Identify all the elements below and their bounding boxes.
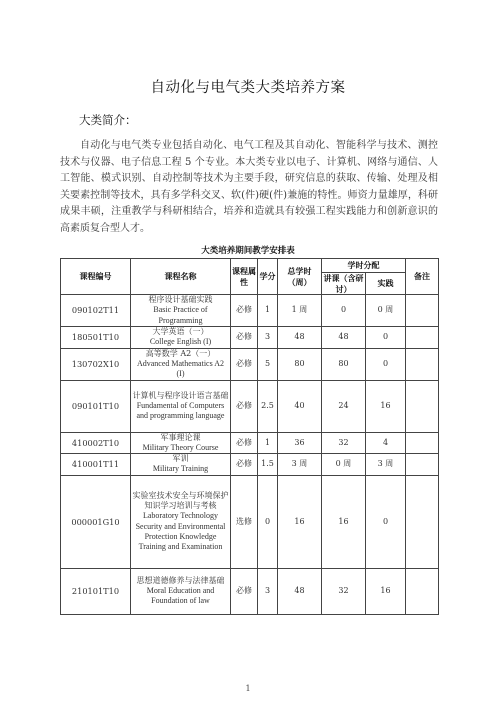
credit-cell: 5 <box>258 348 278 380</box>
course-code-cell: 130702X10 <box>61 348 131 380</box>
document-title: 自动化与电气类大类培养方案 <box>150 80 346 96</box>
course-name-cell <box>131 380 231 432</box>
intro-heading: 大类简介： <box>79 113 137 127</box>
table-row <box>61 380 439 432</box>
total-hours-cell: 48 <box>278 568 322 614</box>
table-caption: 大类培养期间教学安排表 <box>201 246 295 256</box>
course-code-cell: 210101T10 <box>61 568 131 614</box>
course-name-cell <box>131 475 231 568</box>
course-name-en: Advanced Mathematics A2 (I) <box>136 358 225 379</box>
remark-cell <box>406 432 439 454</box>
page-number: 1 <box>245 684 251 693</box>
lecture-hours-cell: 24 <box>322 380 366 432</box>
credit-cell: 2.5 <box>258 380 278 432</box>
course-name-cell <box>131 432 231 454</box>
header-practice: 实践 <box>366 273 406 295</box>
course-name-zh: 实验室技术安全与环境保护知识学习培训与考核 <box>132 490 229 511</box>
header-lecture: 讲课（含研讨） <box>323 273 364 294</box>
remark-cell <box>406 295 439 327</box>
remark-cell <box>406 380 439 432</box>
course-name-en: Fundamental of Computers and programming language <box>136 400 225 421</box>
total-hours-cell: 48 <box>278 327 322 349</box>
course-name-zh: 大学英语（一） <box>152 327 209 336</box>
practice-hours-cell: 0 <box>366 327 406 349</box>
course-code-cell: 000001G10 <box>61 475 131 568</box>
header-course-attr: 课程属性 <box>231 259 258 295</box>
practice-hours-cell: 4 <box>366 432 406 454</box>
credit-cell: 0 <box>258 475 278 568</box>
remark-cell <box>406 475 439 568</box>
course-name-cell <box>131 454 231 476</box>
remark-cell <box>406 568 439 614</box>
total-hours-cell: 1 周 <box>278 295 322 327</box>
total-hours-cell: 36 <box>278 432 322 454</box>
total-hours-cell: 40 <box>278 380 322 432</box>
course-name-zh: 计算机与程序设计语言基础 <box>132 390 229 400</box>
table-row <box>61 327 439 349</box>
lecture-hours-cell: 32 <box>322 568 366 614</box>
course-name-zh: 程序设计基础实践 <box>148 295 213 305</box>
total-hours-cell: 3 周 <box>278 454 322 476</box>
lecture-hours-cell: 16 <box>322 475 366 568</box>
lecture-hours-cell: 48 <box>322 327 366 349</box>
course-name-en: Moral Education and Foundation of law <box>146 586 215 606</box>
practice-hours-cell: 0 <box>366 475 406 568</box>
total-hours-cell: 16 <box>278 475 322 568</box>
course-name-cell <box>131 348 231 380</box>
course-name-zh: 思想道德修养与法律基础 <box>136 575 225 585</box>
course-name-en: Military Theory Course <box>142 442 219 452</box>
course-name-en: College English (I) <box>149 337 212 347</box>
practice-hours-cell: 0 周 <box>366 295 406 327</box>
lecture-hours-cell: 32 <box>322 432 366 454</box>
course-code-cell: 090102T11 <box>61 295 131 327</box>
header-credit: 学分 <box>258 259 278 295</box>
course-code-cell: 090101T10 <box>61 380 131 432</box>
header-remark: 备注 <box>406 259 439 295</box>
table-row <box>61 348 439 380</box>
course-name-zh: 军事理论课 <box>160 432 201 442</box>
course-attr-cell: 必修 <box>231 327 258 349</box>
remark-cell <box>406 327 439 349</box>
course-attr-cell: 必修 <box>231 432 258 454</box>
header-hour-distribution: 学时分配 <box>322 259 406 273</box>
course-code-cell: 410002T10 <box>61 432 131 454</box>
lecture-hours-cell: 0 <box>322 295 366 327</box>
course-name-en: Basic Practice of Programming <box>153 305 208 325</box>
remark-cell <box>406 454 439 476</box>
practice-hours-cell: 0 <box>366 348 406 380</box>
course-name-en: Laboratory Technology Security and Environmental Protection Knowledge Training and Examination <box>135 511 226 552</box>
course-attr-cell: 必修 <box>231 380 258 432</box>
credit-cell: 1 <box>258 295 278 327</box>
course-attr-cell: 选修 <box>231 475 258 568</box>
credit-cell: 3 <box>258 568 278 614</box>
course-attr-cell: 必修 <box>231 295 258 327</box>
credit-cell: 1 <box>258 432 278 454</box>
course-name-cell <box>131 568 231 614</box>
practice-hours-cell: 16 <box>366 568 406 614</box>
course-code-cell: 410001T11 <box>61 454 131 476</box>
course-name-zh: 军训 <box>172 454 189 464</box>
remark-cell <box>406 348 439 380</box>
table-row <box>61 432 439 454</box>
course-rows <box>61 295 439 615</box>
header-course-name: 课程名称 <box>131 259 231 295</box>
table-row <box>61 295 439 327</box>
course-attr-cell: 必修 <box>231 568 258 614</box>
course-attr-cell: 必修 <box>231 454 258 476</box>
course-name-cell <box>131 327 231 349</box>
lecture-hours-cell: 0 周 <box>322 454 366 476</box>
practice-hours-cell: 3 周 <box>366 454 406 476</box>
course-name-cell <box>131 295 231 327</box>
header-course-code: 课程编号 <box>61 259 131 295</box>
table-row <box>61 475 439 568</box>
table-row <box>61 454 439 476</box>
intro-paragraph: 自动化与电气类专业包括自动化、电气工程及其自动化、智能科学与技术、测控技术与仪器、电子信息工程 5 个专业。本大类专业以电子、计算机、网络与通信、人工智能、模式识别、自动控制等技术为主要手段，研究信息的获取、传输、处理及相关要素控制等技术，具有多学科交叉、软(件)硬(件)兼施的特性。师资力量雄厚，科研成果丰硕，注重教学与科研相结合，培养和造就具有较强工程实践能力和创新意识的高素质复合型人才。 <box>60 140 438 234</box>
lecture-hours-cell: 80 <box>322 348 366 380</box>
header-total-hours: 总学时（周） <box>278 259 322 295</box>
practice-hours-cell: 16 <box>366 380 406 432</box>
credit-cell: 1.5 <box>258 454 278 476</box>
table-row <box>61 568 439 614</box>
course-plan-table <box>60 258 439 615</box>
course-name-zh: 高等数学 A2（一） <box>145 348 216 358</box>
course-name-en: Military Training <box>152 464 209 474</box>
credit-cell: 3 <box>258 327 278 349</box>
course-code-cell: 180501T10 <box>61 327 131 349</box>
total-hours-cell: 80 <box>278 348 322 380</box>
course-attr-cell: 必修 <box>231 348 258 380</box>
